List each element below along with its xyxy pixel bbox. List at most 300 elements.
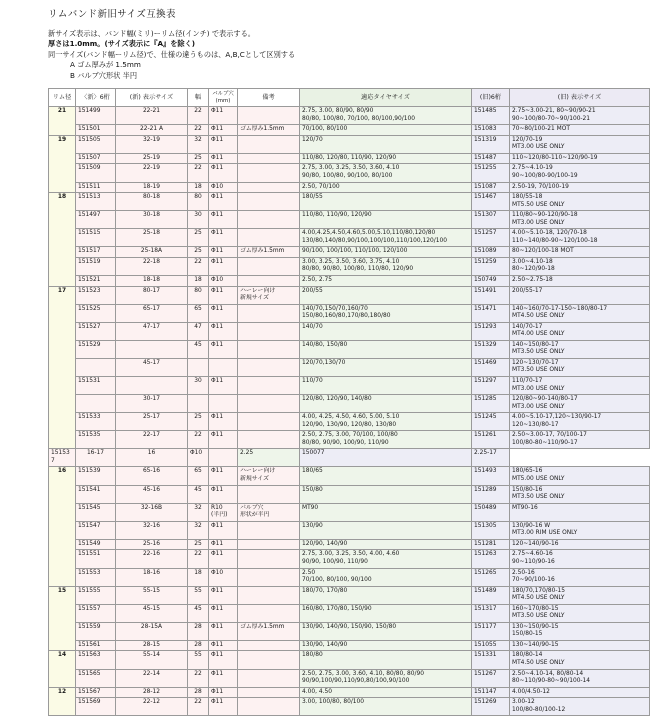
table-row[interactable] xyxy=(49,395,650,413)
cell-valve-hole: Φ11 xyxy=(209,135,238,153)
cell-width: 30 xyxy=(188,211,209,229)
cell-new-size: 55-15 xyxy=(116,586,188,604)
cell-valve-hole: Φ11 xyxy=(209,286,238,304)
cell-applicable-tire-size: 3.00, 100/80, 80/100 xyxy=(300,698,472,716)
cell-remark: バルブ穴 形状が半円 xyxy=(238,503,300,521)
cell-applicable-tire-size: 130/90, 140/90, 150/90, 150/80 xyxy=(300,622,472,640)
cell-new-number: 151497 xyxy=(76,211,116,229)
cell-remark xyxy=(238,257,300,275)
cell-remark xyxy=(238,604,300,622)
cell-valve-hole: Φ11 xyxy=(209,340,238,358)
cell-new-size: 22-21 A xyxy=(116,125,188,136)
cell-old-number: 151293 xyxy=(472,322,510,340)
table-row[interactable] xyxy=(49,651,650,669)
cell-valve-hole: Φ11 xyxy=(209,125,238,136)
cell-new-number: 151547 xyxy=(76,521,116,539)
cell-new-number: 151531 xyxy=(76,377,116,395)
cell-rim-diameter: 21 xyxy=(49,107,76,136)
cell-valve-hole: Φ11 xyxy=(209,229,238,247)
table-row[interactable] xyxy=(49,304,650,322)
cell-remark: ゴム厚み1.5mm xyxy=(238,622,300,640)
cell-new-number: 151505 xyxy=(76,135,116,153)
cell-rim-diameter: 19 xyxy=(49,135,76,192)
header-new-size: (新) 表示サイズ xyxy=(116,89,188,107)
cell-width: 18 xyxy=(188,276,209,287)
cell-new-size: 22-19 xyxy=(116,164,188,182)
cell-width: 28 xyxy=(188,640,209,651)
table-row[interactable] xyxy=(49,640,650,651)
table-row[interactable] xyxy=(49,413,650,431)
cell-applicable-tire-size: 4.00,4.25,4.50,4.60,5.00,5.10,110/80,120/80 130/80,140/80,90/100,100/100,110/100,120/100 xyxy=(300,229,472,247)
cell-new-size: 18-19 xyxy=(116,182,188,193)
table-row[interactable] xyxy=(49,125,650,136)
cell-new-number: 151499 xyxy=(76,107,116,125)
cell-applicable-tire-size: 180/70, 170/80 xyxy=(300,586,472,604)
cell-width: 32 xyxy=(188,521,209,539)
table-row[interactable] xyxy=(49,687,650,698)
cell-remark xyxy=(238,521,300,539)
cell-width: 22 xyxy=(188,164,209,182)
cell-remark xyxy=(238,164,300,182)
note-line-4: A ゴム厚みが 1.5mm xyxy=(70,60,141,70)
cell-old-number: 151471 xyxy=(472,304,510,322)
cell-remark xyxy=(238,135,300,153)
cell-width: 32 xyxy=(188,503,209,521)
cell-new-size: 16-17 xyxy=(76,449,116,467)
table-row[interactable] xyxy=(49,431,650,449)
cell-new-number: 151535 xyxy=(76,431,116,449)
cell-old-size: 2.75~3.00-21, 80~90/90-21 90~100/80-70~90/100-21 xyxy=(510,107,650,125)
cell-remark xyxy=(238,539,300,550)
cell-old-size: 3.00~4.10-18 80~120/90-18 xyxy=(510,257,650,275)
cell-old-number: 151177 xyxy=(472,622,510,640)
table-row[interactable] xyxy=(49,340,650,358)
cell-remark xyxy=(238,229,300,247)
cell-new-number: 151521 xyxy=(76,276,116,287)
cell-old-size: 130/90-16 W MT3.00 RIM USE ONLY xyxy=(510,521,650,539)
cell-remark xyxy=(238,377,300,395)
cell-old-number: 151491 xyxy=(472,286,510,304)
cell-old-number: 151285 xyxy=(472,395,510,413)
cell-applicable-tire-size: 3.00, 3.25, 3.50, 3.60, 3.75, 4.10 80/80, 90/80, 100/80, 110/80, 120/90 xyxy=(300,257,472,275)
cell-new-size: 25-18 xyxy=(116,229,188,247)
cell-old-size: 2.50~4.10-14, 80/80-14 80~110/90-80~90/100-14 xyxy=(510,669,650,687)
cell-applicable-tire-size: 2.50, 2.75, 3.00, 3.60, 4.10, 80/80, 80/90 90/90,100/90,110/90,80/100,90/100 xyxy=(300,669,472,687)
table-row[interactable] xyxy=(49,377,650,395)
cell-applicable-tire-size: 90/100, 100/100, 110/100, 120/100 xyxy=(300,247,472,258)
cell-old-number: 151263 xyxy=(472,550,510,568)
cell-new-number: 151501 xyxy=(76,125,116,136)
cell-new-number: 151519 xyxy=(76,257,116,275)
cell-old-number: 151493 xyxy=(472,467,510,485)
cell-width: 22 xyxy=(188,669,209,687)
cell-old-size: 140~150/80-17 MT3.50 USE ONLY xyxy=(510,340,650,358)
cell-new-number: 151565 xyxy=(76,669,116,687)
cell-remark xyxy=(209,449,238,467)
table-row[interactable] xyxy=(49,467,650,485)
cell-old-number: 151087 xyxy=(472,182,510,193)
cell-new-number: 151515 xyxy=(76,229,116,247)
header-valve-hole-line1: バルブ穴 xyxy=(212,91,234,98)
cell-rim-diameter: 15 xyxy=(49,586,76,651)
cell-new-size: 65-16 xyxy=(116,467,188,485)
cell-valve-hole: Φ11 xyxy=(209,698,238,716)
cell-valve-hole: Φ11 xyxy=(209,211,238,229)
cell-width: 28 xyxy=(188,622,209,640)
cell-old-number: 151265 xyxy=(472,568,510,586)
cell-new-number: 151555 xyxy=(76,586,116,604)
cell-new-number: 151513 xyxy=(76,193,116,211)
cell-valve-hole: Φ10 xyxy=(188,449,209,467)
cell-new-size: 55-14 xyxy=(116,651,188,669)
header-applicable-tire-size: 適応タイヤサイズ xyxy=(300,89,472,107)
cell-old-number: 151319 xyxy=(472,135,510,153)
cell-new-size: 32-16B xyxy=(116,503,188,521)
table-row[interactable] xyxy=(49,229,650,247)
cell-old-number: 151257 xyxy=(472,229,510,247)
header-valve-hole xyxy=(209,89,238,107)
header-width: 幅 xyxy=(188,89,209,107)
cell-applicable-tire-size: 110/80, 120/80, 110/90, 120/90 xyxy=(300,153,472,164)
table-row[interactable] xyxy=(49,586,650,604)
cell-width: 65 xyxy=(188,467,209,485)
cell-width: 32 xyxy=(188,135,209,153)
table-row[interactable] xyxy=(49,358,650,376)
header-new-number: 〈新〉6桁 xyxy=(76,89,116,107)
cell-new-size: 45-15 xyxy=(116,604,188,622)
table-row[interactable] xyxy=(49,539,650,550)
cell-valve-hole: Φ11 xyxy=(209,322,238,340)
cell-valve-hole: Φ11 xyxy=(209,257,238,275)
table-row[interactable] xyxy=(49,164,650,182)
cell-width: 22 xyxy=(188,257,209,275)
cell-old-size: 2.50~3.00-17, 70/100-17 100/80-80~110/90-17 xyxy=(510,431,650,449)
cell-valve-hole: Φ11 xyxy=(209,687,238,698)
cell-new-number: 151569 xyxy=(76,698,116,716)
cell-width: 55 xyxy=(188,586,209,604)
cell-new-size: 22-18 xyxy=(116,257,188,275)
cell-new-size: 22-14 xyxy=(116,669,188,687)
cell-valve-hole: Φ11 xyxy=(209,622,238,640)
cell-new-size: 80-17 xyxy=(116,286,188,304)
cell-new-number: 151537 xyxy=(49,449,76,467)
cell-new-number: 151539 xyxy=(76,467,116,485)
cell-valve-hole: Φ11 xyxy=(209,107,238,125)
cell-old-number: 150489 xyxy=(472,503,510,521)
cell-old-size: 120/80~90-140/80-17 MT3.00 USE ONLY xyxy=(510,395,650,413)
cell-valve-hole: Φ10 xyxy=(209,276,238,287)
cell-applicable-tire-size: 120/70 xyxy=(300,135,472,153)
cell-applicable-tire-size: 180/80 xyxy=(300,651,472,669)
cell-width: 22 xyxy=(188,431,209,449)
cell-new-number: 151533 xyxy=(76,413,116,431)
cell-new-number: 151523 xyxy=(76,286,116,304)
table-row[interactable] xyxy=(49,286,650,304)
cell-applicable-tire-size: 2.50 70/100, 80/100, 90/100 xyxy=(300,568,472,586)
cell-applicable-tire-size: 180/55 xyxy=(300,193,472,211)
header-old-number: (旧)6桁 xyxy=(472,89,510,107)
cell-new-size: 32-16 xyxy=(116,521,188,539)
cell-applicable-tire-size: 140/70,150/70,160/70 150/80,160/80,170/80,180/80 xyxy=(300,304,472,322)
table-row[interactable] xyxy=(49,153,650,164)
cell-old-size: 3.00-12 100/80-80/100-12 xyxy=(510,698,650,716)
cell-old-number: 150749 xyxy=(472,276,510,287)
table-row[interactable] xyxy=(49,107,650,125)
cell-old-number: 151289 xyxy=(472,485,510,503)
cell-old-number: 151083 xyxy=(472,125,510,136)
cell-applicable-tire-size: MT90 xyxy=(300,503,472,521)
cell-remark: ゴム厚み1.5mm xyxy=(238,247,300,258)
cell-new-number: 151559 xyxy=(76,622,116,640)
cell-valve-hole xyxy=(209,395,238,413)
cell-old-size: MT90-16 xyxy=(510,503,650,521)
cell-applicable-tire-size: 2.25 xyxy=(238,449,300,467)
cell-old-size: 110/80~90-120/90-18 MT3.00 USE ONLY xyxy=(510,211,650,229)
cell-width xyxy=(188,358,209,376)
cell-width: 80 xyxy=(188,286,209,304)
cell-width: 47 xyxy=(188,322,209,340)
cell-applicable-tire-size: 70/100, 80/100 xyxy=(300,125,472,136)
cell-old-size: 180/70,170/80-15 MT4.50 USE ONLY xyxy=(510,586,650,604)
table-row[interactable] xyxy=(49,550,650,568)
cell-old-number: 151269 xyxy=(472,698,510,716)
cell-valve-hole: Φ11 xyxy=(209,640,238,651)
table-row[interactable] xyxy=(49,604,650,622)
table-row[interactable] xyxy=(49,698,650,716)
cell-old-number: 150077 xyxy=(300,449,472,467)
cell-new-number: 151563 xyxy=(76,651,116,669)
cell-old-size: 140/70-17 MT4.00 USE ONLY xyxy=(510,322,650,340)
cell-width: 22 xyxy=(188,107,209,125)
table-row[interactable] xyxy=(49,669,650,687)
cell-remark xyxy=(238,276,300,287)
header-old-size: (旧) 表示サイズ xyxy=(510,89,650,107)
cell-new-size xyxy=(116,377,188,395)
cell-applicable-tire-size: 140/80, 150/80 xyxy=(300,340,472,358)
cell-new-size: 30-17 xyxy=(116,395,188,413)
cell-applicable-tire-size: 200/55 xyxy=(300,286,472,304)
cell-width: 18 xyxy=(188,568,209,586)
cell-old-size: 4.00~5.10-17,120~130/90-17 120~130/80-17 xyxy=(510,413,650,431)
cell-new-size: 25-16 xyxy=(116,539,188,550)
cell-old-number: 151281 xyxy=(472,539,510,550)
cell-old-number: 151467 xyxy=(472,193,510,211)
cell-old-number: 151089 xyxy=(472,247,510,258)
cell-old-number: 151487 xyxy=(472,153,510,164)
cell-old-size: 180/80-14 MT4.50 USE ONLY xyxy=(510,651,650,669)
cell-new-number: 151517 xyxy=(76,247,116,258)
cell-valve-hole: Φ11 xyxy=(209,413,238,431)
cell-valve-hole: Φ11 xyxy=(209,550,238,568)
rim-band-size-table xyxy=(48,88,650,716)
header-valve-hole-line2: (mm) xyxy=(215,97,231,104)
cell-valve-hole: Φ11 xyxy=(209,604,238,622)
cell-old-size: 200/55-17 xyxy=(510,286,650,304)
cell-remark xyxy=(238,485,300,503)
cell-applicable-tire-size: 4.00, 4.50 xyxy=(300,687,472,698)
cell-remark xyxy=(238,182,300,193)
table-row[interactable] xyxy=(49,135,650,153)
table-row[interactable] xyxy=(49,276,650,287)
cell-remark xyxy=(238,193,300,211)
table-row[interactable] xyxy=(49,568,650,586)
cell-remark: ゴム厚み1.5mm xyxy=(238,125,300,136)
cell-old-number: 151055 xyxy=(472,640,510,651)
cell-rim-diameter: 12 xyxy=(49,687,76,716)
cell-valve-hole: Φ11 xyxy=(209,304,238,322)
cell-old-size: 150/80-16 MT3.50 USE ONLY xyxy=(510,485,650,503)
cell-applicable-tire-size: 2.75, 3.00, 3.25, 3.50, 3.60, 4.10 90/80, 100/80, 90/100, 80/100 xyxy=(300,164,472,182)
cell-old-number: 151307 xyxy=(472,211,510,229)
cell-new-size: 28-12 xyxy=(116,687,188,698)
cell-new-size: 30-18 xyxy=(116,211,188,229)
cell-old-size: 140~160/70-17-150~180/80-17 MT4.50 USE ONLY xyxy=(510,304,650,322)
cell-applicable-tire-size: 120/70,130/70 xyxy=(300,358,472,376)
cell-applicable-tire-size: 4.00, 4.25, 4.50, 4.60, 5.00, 5.10 120/90, 130/90, 120/80, 130/80 xyxy=(300,413,472,431)
table-row[interactable] xyxy=(49,521,650,539)
cell-old-size: 2.50-16 70~90/100-16 xyxy=(510,568,650,586)
table-row[interactable] xyxy=(49,322,650,340)
cell-applicable-tire-size: 130/90, 140/90 xyxy=(300,640,472,651)
cell-width: 22 xyxy=(188,125,209,136)
cell-old-size: 4.00~5.10-18, 120/70-18 110~140/80-90~120/100-18 xyxy=(510,229,650,247)
cell-valve-hole: Φ11 xyxy=(209,247,238,258)
cell-applicable-tire-size: 2.75, 3.00, 3.25, 3.50, 4.00, 4.60 90/90, 100/90, 110/90 xyxy=(300,550,472,568)
cell-old-size: 2.50-19, 70/100-19 xyxy=(510,182,650,193)
cell-old-size: 180/65-16 MT5.00 USE ONLY xyxy=(510,467,650,485)
cell-new-number xyxy=(76,395,116,413)
cell-new-size: 28-15A xyxy=(116,622,188,640)
cell-new-number: 151557 xyxy=(76,604,116,622)
cell-new-size: 22-16 xyxy=(116,550,188,568)
cell-width: 25 xyxy=(188,247,209,258)
cell-valve-hole: Φ11 xyxy=(209,153,238,164)
table-body xyxy=(49,107,650,716)
cell-valve-hole: Φ11 xyxy=(209,193,238,211)
cell-old-number: 151147 xyxy=(472,687,510,698)
cell-rim-diameter: 17 xyxy=(49,286,76,449)
cell-old-number: 151331 xyxy=(472,651,510,669)
cell-old-size: 120/70-19 MT3.00 USE ONLY xyxy=(510,135,650,153)
cell-width: 22 xyxy=(188,698,209,716)
cell-valve-hole: Φ11 xyxy=(209,651,238,669)
cell-old-size: 80~120/100-18 MOT xyxy=(510,247,650,258)
cell-applicable-tire-size: 110/80, 110/90, 120/90 xyxy=(300,211,472,229)
cell-old-number: 151489 xyxy=(472,586,510,604)
table-row[interactable] xyxy=(49,257,650,275)
cell-new-size: 65-17 xyxy=(116,304,188,322)
cell-new-size: 47-17 xyxy=(116,322,188,340)
cell-remark xyxy=(238,651,300,669)
cell-old-size: 2.25-17 xyxy=(472,449,510,467)
cell-width: 22 xyxy=(188,550,209,568)
cell-valve-hole: Φ11 xyxy=(209,539,238,550)
cell-old-size: 130~150/90-15 150/80-15 xyxy=(510,622,650,640)
cell-old-size: 120~140/90-16 xyxy=(510,539,650,550)
cell-old-number: 151259 xyxy=(472,257,510,275)
cell-new-number: 151553 xyxy=(76,568,116,586)
cell-old-number: 151245 xyxy=(472,413,510,431)
header-remark: 備考 xyxy=(238,89,300,107)
cell-new-number: 151507 xyxy=(76,153,116,164)
cell-old-number: 151317 xyxy=(472,604,510,622)
table-row[interactable] xyxy=(49,211,650,229)
cell-old-size: 2.50~2.75-18 xyxy=(510,276,650,287)
cell-new-number: 151541 xyxy=(76,485,116,503)
cell-valve-hole xyxy=(209,358,238,376)
cell-old-size: 4.00/4.50-12 xyxy=(510,687,650,698)
cell-width: 16 xyxy=(116,449,188,467)
cell-rim-diameter: 18 xyxy=(49,193,76,286)
cell-remark xyxy=(238,687,300,698)
cell-applicable-tire-size: 110/70 xyxy=(300,377,472,395)
cell-width: 45 xyxy=(188,340,209,358)
cell-valve-hole: Φ10 xyxy=(209,568,238,586)
note-line-1: 新サイズ表示は、バンド幅(ミリ)ーリム径(インチ) で表示する。 xyxy=(48,29,255,38)
page-title: リムバンド新旧サイズ互換表 xyxy=(48,9,176,20)
cell-remark xyxy=(238,322,300,340)
cell-remark: ハーレー向け 新規サイズ xyxy=(238,286,300,304)
cell-width: 28 xyxy=(188,687,209,698)
cell-new-size: 22-21 xyxy=(116,107,188,125)
cell-new-size: 45-17 xyxy=(116,358,188,376)
table-row[interactable] xyxy=(49,449,650,467)
header-rim-diameter: リム径 xyxy=(49,89,76,107)
cell-new-size: 28-15 xyxy=(116,640,188,651)
cell-new-size: 80-18 xyxy=(116,193,188,211)
cell-new-size: 45-16 xyxy=(116,485,188,503)
table-row[interactable] xyxy=(49,247,650,258)
header-row xyxy=(49,89,650,107)
note-line-5: B バルブ穴形状 半円 xyxy=(70,70,138,80)
cell-width: 55 xyxy=(188,651,209,669)
cell-applicable-tire-size: 180/65 xyxy=(300,467,472,485)
cell-remark: ハーレー向け 新規サイズ xyxy=(238,467,300,485)
cell-old-size: 110~120/80-110~120/90-19 xyxy=(510,153,650,164)
cell-applicable-tire-size: 130/90 xyxy=(300,521,472,539)
cell-valve-hole: Φ11 xyxy=(209,467,238,485)
cell-remark xyxy=(238,550,300,568)
table-row[interactable] xyxy=(49,622,650,640)
cell-old-size: 70~80/100-21 MOT xyxy=(510,125,650,136)
cell-valve-hole: Φ11 xyxy=(209,164,238,182)
cell-new-size: 25-18A xyxy=(116,247,188,258)
cell-new-number xyxy=(76,358,116,376)
cell-width: 45 xyxy=(188,485,209,503)
cell-old-number: 151261 xyxy=(472,431,510,449)
cell-old-size: 120~130/70-17 MT3.50 USE ONLY xyxy=(510,358,650,376)
cell-remark xyxy=(238,640,300,651)
cell-new-size: 25-19 xyxy=(116,153,188,164)
cell-valve-hole: Φ11 xyxy=(209,377,238,395)
cell-new-number: 151527 xyxy=(76,322,116,340)
cell-remark xyxy=(238,413,300,431)
cell-rim-diameter: 14 xyxy=(49,651,76,687)
cell-remark xyxy=(238,340,300,358)
cell-remark xyxy=(238,304,300,322)
cell-new-number: 151509 xyxy=(76,164,116,182)
table-row[interactable] xyxy=(49,485,650,503)
cell-remark xyxy=(238,586,300,604)
cell-remark xyxy=(238,395,300,413)
table-row[interactable] xyxy=(49,193,650,211)
cell-remark xyxy=(238,669,300,687)
table-row[interactable] xyxy=(49,503,650,521)
table-row[interactable] xyxy=(49,182,650,193)
cell-remark xyxy=(238,107,300,125)
cell-old-size: 180/55-18 MT5.50 USE ONLY xyxy=(510,193,650,211)
cell-width: 25 xyxy=(188,413,209,431)
